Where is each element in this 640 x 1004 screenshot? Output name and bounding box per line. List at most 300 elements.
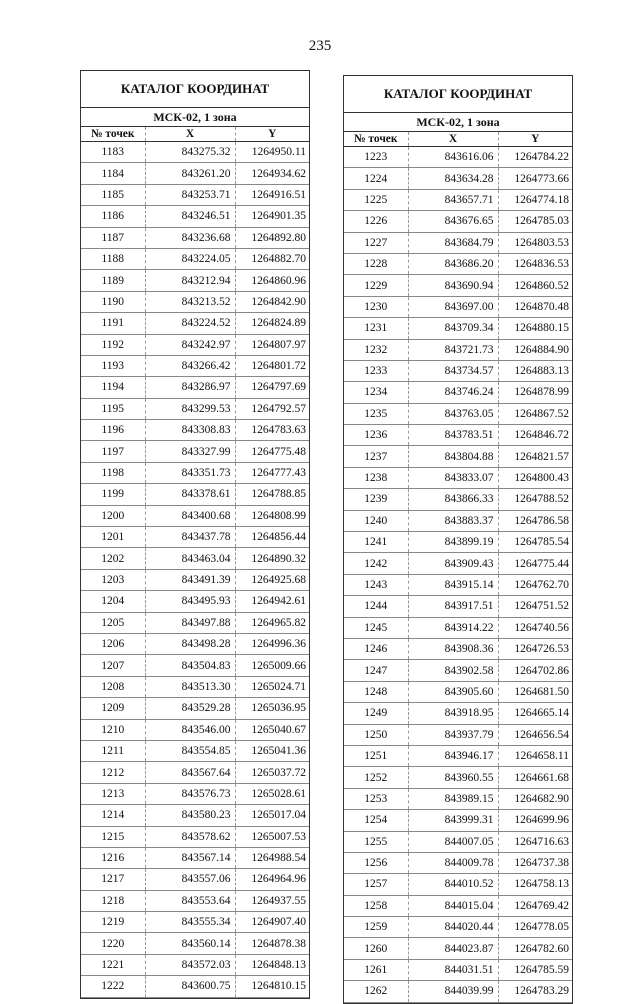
cell-y: 1265009.66	[235, 655, 309, 676]
table-row	[344, 147, 572, 168]
cell-y: 1264785.54	[498, 532, 572, 553]
cell-x: 843917.51	[408, 596, 498, 617]
table-row	[344, 510, 572, 531]
cell-y: 1265017.04	[235, 805, 309, 826]
cell-x: 843902.58	[408, 660, 498, 681]
table-row	[81, 484, 309, 505]
cell-y: 1264758.13	[498, 874, 572, 895]
coordinate-catalog-left	[80, 70, 310, 999]
cell-point-number: 1216	[81, 847, 145, 868]
cell-x: 843999.31	[408, 810, 498, 831]
table-row	[81, 270, 309, 291]
cell-y: 1264950.11	[235, 142, 309, 163]
catalog-title: КАТАЛОГ КООРДИНАТ	[344, 76, 572, 113]
cell-y: 1264890.32	[235, 548, 309, 569]
table-row	[81, 655, 309, 676]
table-row	[344, 681, 572, 702]
cell-point-number: 1191	[81, 313, 145, 334]
column-header-y: Y	[498, 132, 572, 147]
cell-x: 843676.65	[408, 211, 498, 232]
cell-x: 843437.78	[145, 527, 235, 548]
cell-x: 843915.14	[408, 574, 498, 595]
cell-y: 1264870.48	[498, 296, 572, 317]
cell-x: 843286.97	[145, 377, 235, 398]
cell-x: 844039.99	[408, 981, 498, 1002]
cell-y: 1264775.44	[498, 553, 572, 574]
cell-y: 1264777.43	[235, 462, 309, 483]
cell-point-number: 1226	[344, 211, 408, 232]
cell-point-number: 1215	[81, 826, 145, 847]
cell-y: 1264665.14	[498, 703, 572, 724]
cell-y: 1264937.55	[235, 890, 309, 911]
cell-x: 843224.05	[145, 248, 235, 269]
table-row	[344, 253, 572, 274]
cell-x: 843937.79	[408, 724, 498, 745]
table-row	[81, 976, 309, 997]
cell-point-number: 1211	[81, 740, 145, 761]
cell-x: 843580.23	[145, 805, 235, 826]
table-row	[344, 703, 572, 724]
cell-x: 843513.30	[145, 676, 235, 697]
cell-x: 843560.14	[145, 933, 235, 954]
cell-x: 843400.68	[145, 505, 235, 526]
cell-x: 843224.52	[145, 313, 235, 334]
cell-y: 1264964.96	[235, 869, 309, 890]
cell-point-number: 1199	[81, 484, 145, 505]
table-row	[81, 291, 309, 312]
cell-x: 843504.83	[145, 655, 235, 676]
cell-x: 843989.15	[408, 788, 498, 809]
cell-y: 1265036.95	[235, 698, 309, 719]
table-row	[344, 831, 572, 852]
catalog-subtitle: МСК-02, 1 зона	[344, 113, 572, 132]
table-row	[81, 248, 309, 269]
cell-point-number: 1254	[344, 810, 408, 831]
cell-point-number: 1221	[81, 954, 145, 975]
table-row	[344, 189, 572, 210]
cell-point-number: 1212	[81, 762, 145, 783]
cell-point-number: 1217	[81, 869, 145, 890]
table-row	[81, 954, 309, 975]
cell-point-number: 1222	[81, 976, 145, 997]
cell-x: 843909.43	[408, 553, 498, 574]
cell-y: 1264774.18	[498, 189, 572, 210]
cell-y: 1264783.63	[235, 420, 309, 441]
cell-x: 844020.44	[408, 917, 498, 938]
cell-point-number: 1192	[81, 334, 145, 355]
cell-point-number: 1224	[344, 168, 408, 189]
cell-y: 1264792.57	[235, 398, 309, 419]
cell-point-number: 1229	[344, 275, 408, 296]
cell-y: 1264785.59	[498, 959, 572, 980]
table-row	[344, 596, 572, 617]
cell-x: 844009.78	[408, 852, 498, 873]
cell-y: 1264988.54	[235, 847, 309, 868]
table-row	[344, 467, 572, 488]
table-row	[344, 425, 572, 446]
cell-point-number: 1235	[344, 403, 408, 424]
table-row	[344, 574, 572, 595]
cell-point-number: 1193	[81, 355, 145, 376]
cell-y: 1264846.72	[498, 425, 572, 446]
table-row	[81, 163, 309, 184]
cell-y: 1264925.68	[235, 569, 309, 590]
table-row	[81, 826, 309, 847]
catalog-subtitle: МСК-02, 1 зона	[81, 108, 309, 127]
cell-y: 1264656.54	[498, 724, 572, 745]
cell-point-number: 1239	[344, 489, 408, 510]
cell-y: 1265007.53	[235, 826, 309, 847]
column-header-y: Y	[235, 127, 309, 142]
cell-point-number: 1223	[344, 147, 408, 168]
cell-y: 1264658.11	[498, 745, 572, 766]
cell-x: 843576.73	[145, 783, 235, 804]
cell-x: 843378.61	[145, 484, 235, 505]
table-row	[344, 788, 572, 809]
cell-x: 844010.52	[408, 874, 498, 895]
table-row	[344, 168, 572, 189]
table-row	[344, 489, 572, 510]
catalog-title: КАТАЛОГ КООРДИНАТ	[81, 71, 309, 108]
cell-point-number: 1205	[81, 612, 145, 633]
cell-y: 1264884.90	[498, 339, 572, 360]
cell-y: 1264860.96	[235, 270, 309, 291]
cell-x: 843246.51	[145, 206, 235, 227]
cell-point-number: 1227	[344, 232, 408, 253]
cell-x: 843261.20	[145, 163, 235, 184]
table-row	[81, 783, 309, 804]
cell-x: 844023.87	[408, 938, 498, 959]
cell-point-number: 1231	[344, 318, 408, 339]
cell-point-number: 1234	[344, 382, 408, 403]
table-header-row	[81, 127, 309, 142]
cell-x: 843546.00	[145, 719, 235, 740]
table-row	[81, 420, 309, 441]
cell-y: 1264842.90	[235, 291, 309, 312]
cell-point-number: 1208	[81, 676, 145, 697]
cell-y: 1264762.70	[498, 574, 572, 595]
cell-x: 843690.94	[408, 275, 498, 296]
cell-x: 843253.71	[145, 184, 235, 205]
cell-y: 1264788.52	[498, 489, 572, 510]
cell-point-number: 1198	[81, 462, 145, 483]
cell-point-number: 1248	[344, 681, 408, 702]
cell-x: 843557.06	[145, 869, 235, 890]
cell-point-number: 1188	[81, 248, 145, 269]
cell-x: 843567.14	[145, 847, 235, 868]
cell-y: 1264788.85	[235, 484, 309, 505]
cell-x: 844031.51	[408, 959, 498, 980]
cell-y: 1264880.15	[498, 318, 572, 339]
cell-point-number: 1201	[81, 527, 145, 548]
cell-point-number: 1241	[344, 532, 408, 553]
table-row	[81, 313, 309, 334]
table-row	[81, 847, 309, 868]
cell-x: 843497.88	[145, 612, 235, 633]
cell-y: 1264824.89	[235, 313, 309, 334]
table-row	[81, 184, 309, 205]
cell-y: 1264856.44	[235, 527, 309, 548]
cell-x: 843600.75	[145, 976, 235, 997]
table-row	[344, 339, 572, 360]
table-row	[344, 638, 572, 659]
cell-x: 843833.07	[408, 467, 498, 488]
table-body	[344, 147, 572, 1003]
cell-y: 1264942.61	[235, 591, 309, 612]
cell-point-number: 1228	[344, 253, 408, 274]
table-row	[344, 296, 572, 317]
table-header-row	[344, 132, 572, 147]
cell-y: 1264800.43	[498, 467, 572, 488]
table-row	[81, 355, 309, 376]
cell-x: 843918.95	[408, 703, 498, 724]
cell-point-number: 1251	[344, 745, 408, 766]
column-header-point: № точек	[81, 127, 145, 142]
cell-point-number: 1204	[81, 591, 145, 612]
cell-x: 843242.97	[145, 334, 235, 355]
cell-x: 843572.03	[145, 954, 235, 975]
cell-point-number: 1258	[344, 895, 408, 916]
cell-x: 843491.39	[145, 569, 235, 590]
cell-y: 1264773.66	[498, 168, 572, 189]
cell-point-number: 1209	[81, 698, 145, 719]
cell-point-number: 1202	[81, 548, 145, 569]
cell-point-number: 1187	[81, 227, 145, 248]
cell-point-number: 1186	[81, 206, 145, 227]
cell-y: 1264878.38	[235, 933, 309, 954]
cell-y: 1264786.58	[498, 510, 572, 531]
table-row	[344, 874, 572, 895]
table-row	[81, 719, 309, 740]
cell-x: 843236.68	[145, 227, 235, 248]
cell-point-number: 1197	[81, 441, 145, 462]
table-row	[81, 805, 309, 826]
cell-x: 843905.60	[408, 681, 498, 702]
cell-point-number: 1218	[81, 890, 145, 911]
cell-x: 843567.64	[145, 762, 235, 783]
cell-point-number: 1238	[344, 467, 408, 488]
cell-y: 1264782.60	[498, 938, 572, 959]
table-row	[344, 981, 572, 1002]
cell-x: 843883.37	[408, 510, 498, 531]
cell-x: 843914.22	[408, 617, 498, 638]
page-number: 235	[308, 38, 332, 54]
cell-y: 1264751.52	[498, 596, 572, 617]
table-row	[344, 660, 572, 681]
cell-y: 1264878.99	[498, 382, 572, 403]
cell-point-number: 1237	[344, 446, 408, 467]
cell-y: 1264681.50	[498, 681, 572, 702]
cell-point-number: 1195	[81, 398, 145, 419]
table-row	[81, 591, 309, 612]
cell-x: 843351.73	[145, 462, 235, 483]
cell-y: 1264860.52	[498, 275, 572, 296]
table-row	[344, 917, 572, 938]
cell-point-number: 1249	[344, 703, 408, 724]
cell-y: 1264726.53	[498, 638, 572, 659]
table-row	[344, 745, 572, 766]
cell-x: 843555.34	[145, 912, 235, 933]
cell-point-number: 1244	[344, 596, 408, 617]
cell-y: 1264882.70	[235, 248, 309, 269]
cell-x: 843553.64	[145, 890, 235, 911]
cell-y: 1265037.72	[235, 762, 309, 783]
cell-x: 843908.36	[408, 638, 498, 659]
table-row	[81, 142, 309, 163]
table-row	[81, 377, 309, 398]
cell-x: 843763.05	[408, 403, 498, 424]
table-row	[344, 959, 572, 980]
cell-point-number: 1242	[344, 553, 408, 574]
cell-point-number: 1245	[344, 617, 408, 638]
cell-x: 843266.42	[145, 355, 235, 376]
cell-point-number: 1236	[344, 425, 408, 446]
coordinate-table	[81, 127, 309, 998]
cell-point-number: 1220	[81, 933, 145, 954]
cell-y: 1264699.96	[498, 810, 572, 831]
table-row	[81, 548, 309, 569]
cell-x: 843899.19	[408, 532, 498, 553]
cell-point-number: 1214	[81, 805, 145, 826]
cell-x: 843327.99	[145, 441, 235, 462]
cell-y: 1265024.71	[235, 676, 309, 697]
table-row	[81, 740, 309, 761]
coordinate-catalog-right	[343, 75, 573, 1004]
cell-y: 1264702.86	[498, 660, 572, 681]
cell-point-number: 1200	[81, 505, 145, 526]
cell-point-number: 1203	[81, 569, 145, 590]
table-row	[81, 912, 309, 933]
table-row	[344, 382, 572, 403]
table-row	[344, 446, 572, 467]
table-row	[81, 206, 309, 227]
table-row	[344, 275, 572, 296]
cell-point-number: 1189	[81, 270, 145, 291]
table-row	[344, 938, 572, 959]
cell-y: 1264810.15	[235, 976, 309, 997]
cell-y: 1264737.38	[498, 852, 572, 873]
cell-y: 1264836.53	[498, 253, 572, 274]
table-row	[81, 698, 309, 719]
table-body	[81, 142, 309, 998]
cell-y: 1264778.05	[498, 917, 572, 938]
cell-x: 843866.33	[408, 489, 498, 510]
cell-x: 843634.28	[408, 168, 498, 189]
cell-point-number: 1233	[344, 360, 408, 381]
cell-y: 1264716.63	[498, 831, 572, 852]
cell-y: 1265028.61	[235, 783, 309, 804]
cell-x: 843616.06	[408, 147, 498, 168]
cell-x: 843960.55	[408, 767, 498, 788]
table-row	[344, 403, 572, 424]
cell-y: 1264797.69	[235, 377, 309, 398]
cell-y: 1264901.35	[235, 206, 309, 227]
cell-point-number: 1185	[81, 184, 145, 205]
cell-x: 843746.24	[408, 382, 498, 403]
cell-x: 843783.51	[408, 425, 498, 446]
table-row	[81, 676, 309, 697]
cell-point-number: 1257	[344, 874, 408, 895]
table-row	[344, 724, 572, 745]
cell-point-number: 1207	[81, 655, 145, 676]
table-row	[81, 398, 309, 419]
cell-y: 1264965.82	[235, 612, 309, 633]
cell-point-number: 1247	[344, 660, 408, 681]
cell-x: 843686.20	[408, 253, 498, 274]
cell-x: 843308.83	[145, 420, 235, 441]
table-row	[81, 633, 309, 654]
table-row	[81, 569, 309, 590]
cell-point-number: 1255	[344, 831, 408, 852]
cell-point-number: 1261	[344, 959, 408, 980]
cell-y: 1265041.36	[235, 740, 309, 761]
cell-x: 843657.71	[408, 189, 498, 210]
cell-point-number: 1243	[344, 574, 408, 595]
cell-point-number: 1225	[344, 189, 408, 210]
cell-y: 1264996.36	[235, 633, 309, 654]
table-row	[81, 527, 309, 548]
cell-x: 843946.17	[408, 745, 498, 766]
cell-point-number: 1232	[344, 339, 408, 360]
table-row	[344, 211, 572, 232]
table-row	[81, 505, 309, 526]
table-row	[344, 532, 572, 553]
cell-x: 843684.79	[408, 232, 498, 253]
cell-point-number: 1240	[344, 510, 408, 531]
cell-point-number: 1194	[81, 377, 145, 398]
cell-point-number: 1260	[344, 938, 408, 959]
cell-point-number: 1262	[344, 981, 408, 1002]
cell-point-number: 1196	[81, 420, 145, 441]
cell-x: 844015.04	[408, 895, 498, 916]
cell-x: 843734.57	[408, 360, 498, 381]
cell-x: 843212.94	[145, 270, 235, 291]
cell-y: 1264784.22	[498, 147, 572, 168]
cell-y: 1264801.72	[235, 355, 309, 376]
table-row	[81, 334, 309, 355]
table-row	[81, 933, 309, 954]
cell-point-number: 1210	[81, 719, 145, 740]
cell-y: 1264785.03	[498, 211, 572, 232]
table-row	[344, 360, 572, 381]
cell-point-number: 1252	[344, 767, 408, 788]
cell-x: 844007.05	[408, 831, 498, 852]
cell-point-number: 1213	[81, 783, 145, 804]
table-row	[81, 441, 309, 462]
cell-point-number: 1250	[344, 724, 408, 745]
cell-point-number: 1190	[81, 291, 145, 312]
cell-y: 1264892.80	[235, 227, 309, 248]
cell-x: 843495.93	[145, 591, 235, 612]
cell-point-number: 1256	[344, 852, 408, 873]
table-row	[344, 318, 572, 339]
cell-y: 1264740.56	[498, 617, 572, 638]
cell-y: 1264769.42	[498, 895, 572, 916]
cell-x: 843697.00	[408, 296, 498, 317]
cell-y: 1264803.53	[498, 232, 572, 253]
table-row	[81, 869, 309, 890]
table-row	[81, 227, 309, 248]
cell-y: 1264867.52	[498, 403, 572, 424]
cell-y: 1265040.67	[235, 719, 309, 740]
cell-y: 1264848.13	[235, 954, 309, 975]
cell-point-number: 1183	[81, 142, 145, 163]
cell-point-number: 1184	[81, 163, 145, 184]
table-row	[344, 617, 572, 638]
cell-y: 1264783.29	[498, 981, 572, 1002]
cell-x: 843463.04	[145, 548, 235, 569]
table-row	[81, 890, 309, 911]
